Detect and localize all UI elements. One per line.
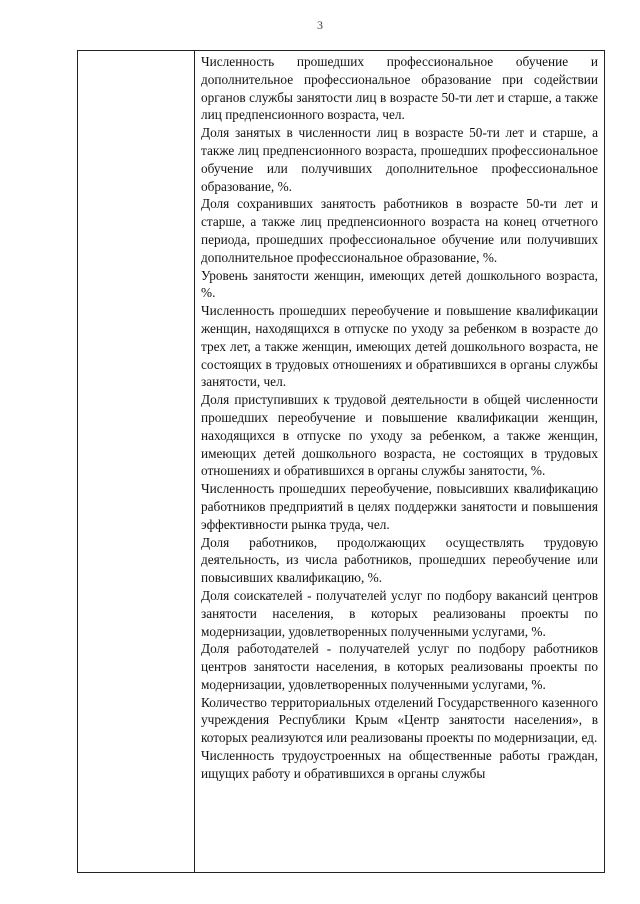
indicators-table (77, 50, 605, 873)
indicator-paragraph: Количество территориальных отделений Государственного казенного учреждения Республики Крым «Центр занятости населения», в которых реализуются или реализованы проекты по модернизации, ед. (201, 694, 598, 746)
indicator-paragraph: Доля работодателей - получателей услуг по подбору работников центров занятости населения, в которых реализованы проекты по модернизации, удовлетворенных полученными услугами, %. (201, 641, 598, 692)
indicator-paragraph: Уровень занятости женщин, имеющих детей дошкольного возраста, %. (201, 267, 598, 301)
indicator-paragraph: Численность прошедших профессиональное обучение и дополнительное профессиональное образование при содействии органов службы занятости лиц в возрасте 50-ти лет и старше, а также лиц предпенсионного возраста, чел. (201, 54, 598, 123)
indicator-paragraph: Численность прошедших переобучение, повысивших квалификацию работников предприятий в целях поддержки занятости и повышения эффективности рынка труда, чел. (201, 481, 598, 532)
indicator-paragraph: Численность прошедших переобучение и повышение квалификации женщин, находящихся в отпуске по уходу за ребенком в возрасте до трех лет, а также женщин, имеющих детей дошкольного возраста, не состоящих в трудовых отношениях и обратившихся в органы службы занятости, чел. (201, 303, 598, 390)
indicator-paragraph: Численность трудоустроенных на общественные работы граждан, ищущих работу и обратившихся в органы службы (201, 748, 598, 781)
indicator-paragraph: Доля приступивших к трудовой деятельности в общей численности прошедших переобучение и повышение квалификации женщин, находящихся в отпуске по уходу за ребенком, а также женщин, имеющих детей дошкольного возраста, не состоящих в трудовых отношениях и обратившихся в органы службы занятости, %. (201, 392, 598, 479)
page-number: 3 (317, 18, 323, 32)
table-right-cell (195, 51, 604, 872)
indicator-paragraph: Доля занятых в численности лиц в возрасте 50-ти лет и старше, а также лиц предпенсионного возраста, прошедших профессиональное обучение или получивших дополнительное профессиональное образование, %. (201, 125, 598, 194)
indicator-paragraph: Доля сохранивших занятость работников в возрасте 50-ти лет и старше, а также лиц предпенсионного возраста на конец отчетного периода, прошедших профессиональное обучение или получивших дополнительное профессиональное образование, %. (201, 196, 598, 265)
table-left-cell (78, 51, 195, 872)
indicator-paragraph: Доля соискателей - получателей услуг по подбору вакансий центров занятости населения, в которых реализованы проекты по модернизации, удовлетворенных полученными услугами, %. (201, 587, 598, 639)
indicator-paragraph: Доля работников, продолжающих осуществлять трудовую деятельность, из числа работников, прошедших переобучение или повысивших квалификацию, %. (201, 534, 598, 586)
